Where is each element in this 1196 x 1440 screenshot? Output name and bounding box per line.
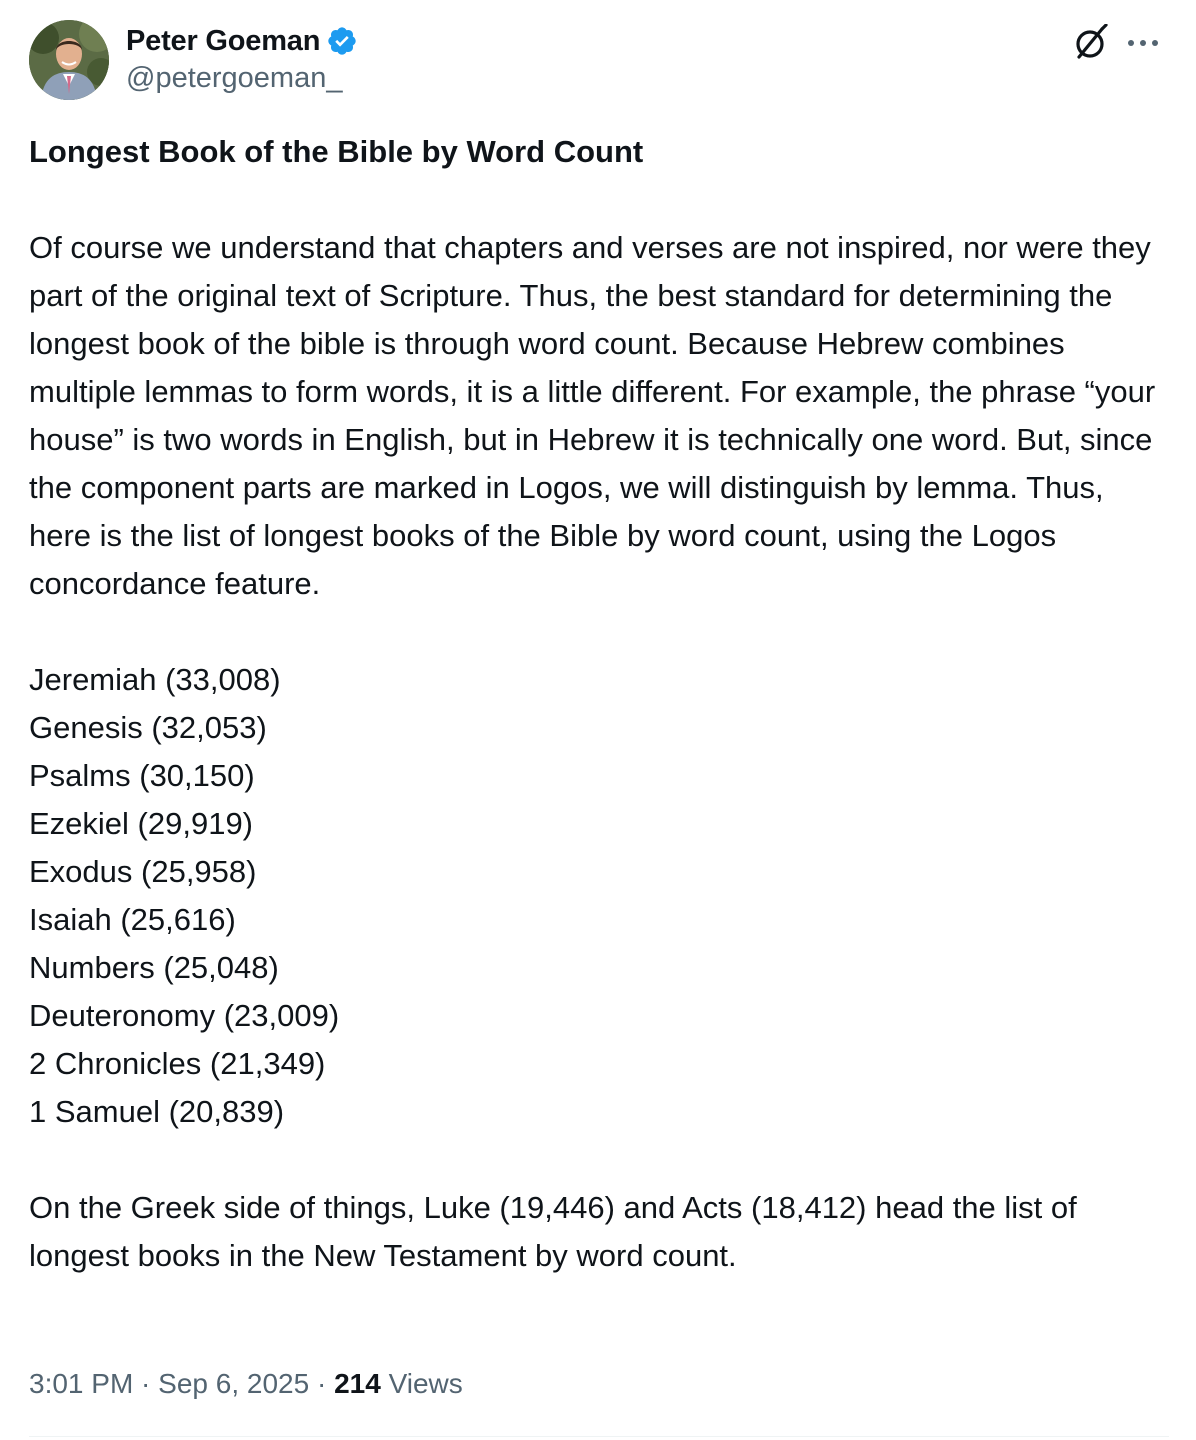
author-block <box>126 22 358 95</box>
views-label: Views <box>380 1368 463 1399</box>
verified-badge-icon[interactable] <box>326 25 358 57</box>
divider <box>29 1436 1169 1437</box>
tweet-meta <box>29 1362 463 1406</box>
book-word-count-list <box>29 656 1169 1136</box>
paragraph-gap <box>29 608 1169 656</box>
list-item: Psalms (30,150) <box>29 758 255 793</box>
more-options-icon[interactable] <box>1123 28 1163 58</box>
tweet-title: Longest Book of the Bible by Word Count <box>29 134 644 169</box>
tweet-date[interactable]: Sep 6, 2025 <box>158 1368 310 1399</box>
paragraph-gap <box>29 1136 1169 1184</box>
list-item: Isaiah (25,616) <box>29 902 236 937</box>
list-item: 1 Samuel (20,839) <box>29 1094 285 1129</box>
views-count[interactable]: 214 <box>334 1368 381 1399</box>
list-item: Deuteronomy (23,009) <box>29 998 340 1033</box>
paragraph-gap <box>29 176 1169 224</box>
list-item: Jeremiah (33,008) <box>29 662 281 697</box>
tweet-body <box>29 128 1169 1280</box>
avatar-photo <box>29 20 109 100</box>
tweet-time[interactable]: 3:01 PM <box>29 1368 134 1399</box>
tweet-closing-paragraph: On the Greek side of things, Luke (19,446) and Acts (18,412) head the list of longest books in the New Testament by word count. <box>29 1190 1077 1273</box>
list-item: Genesis (32,053) <box>29 710 267 745</box>
avatar[interactable] <box>29 20 109 100</box>
tweet-intro-paragraph: Of course we understand that chapters and verses are not inspired, nor were they part of the original text of Scripture. Thus, the best standard for determining the longest book of the bible is through word count. Because Hebrew combines multiple lemmas to form words, it is a little different. For example, the phrase “your house” is two words in English, but in Hebrew it is technically one word. But, since the component parts are marked in Logos, we will distinguish by lemma. Thus, here is the list of longest books of the Bible by word count, using the Logos concordance feature. <box>29 230 1156 601</box>
list-item: 2 Chronicles (21,349) <box>29 1046 326 1081</box>
grok-icon[interactable] <box>1071 24 1109 62</box>
list-item: Numbers (25,048) <box>29 950 279 985</box>
meta-separator: · <box>133 1368 159 1399</box>
meta-separator: · <box>309 1368 335 1399</box>
display-name[interactable]: Peter Goeman <box>126 24 321 57</box>
tweet-header <box>29 20 1169 102</box>
author-handle[interactable]: @petergoeman_ <box>126 62 343 94</box>
list-item: Ezekiel (29,919) <box>29 806 254 841</box>
display-name-row <box>126 22 358 60</box>
list-item: Exodus (25,958) <box>29 854 257 889</box>
